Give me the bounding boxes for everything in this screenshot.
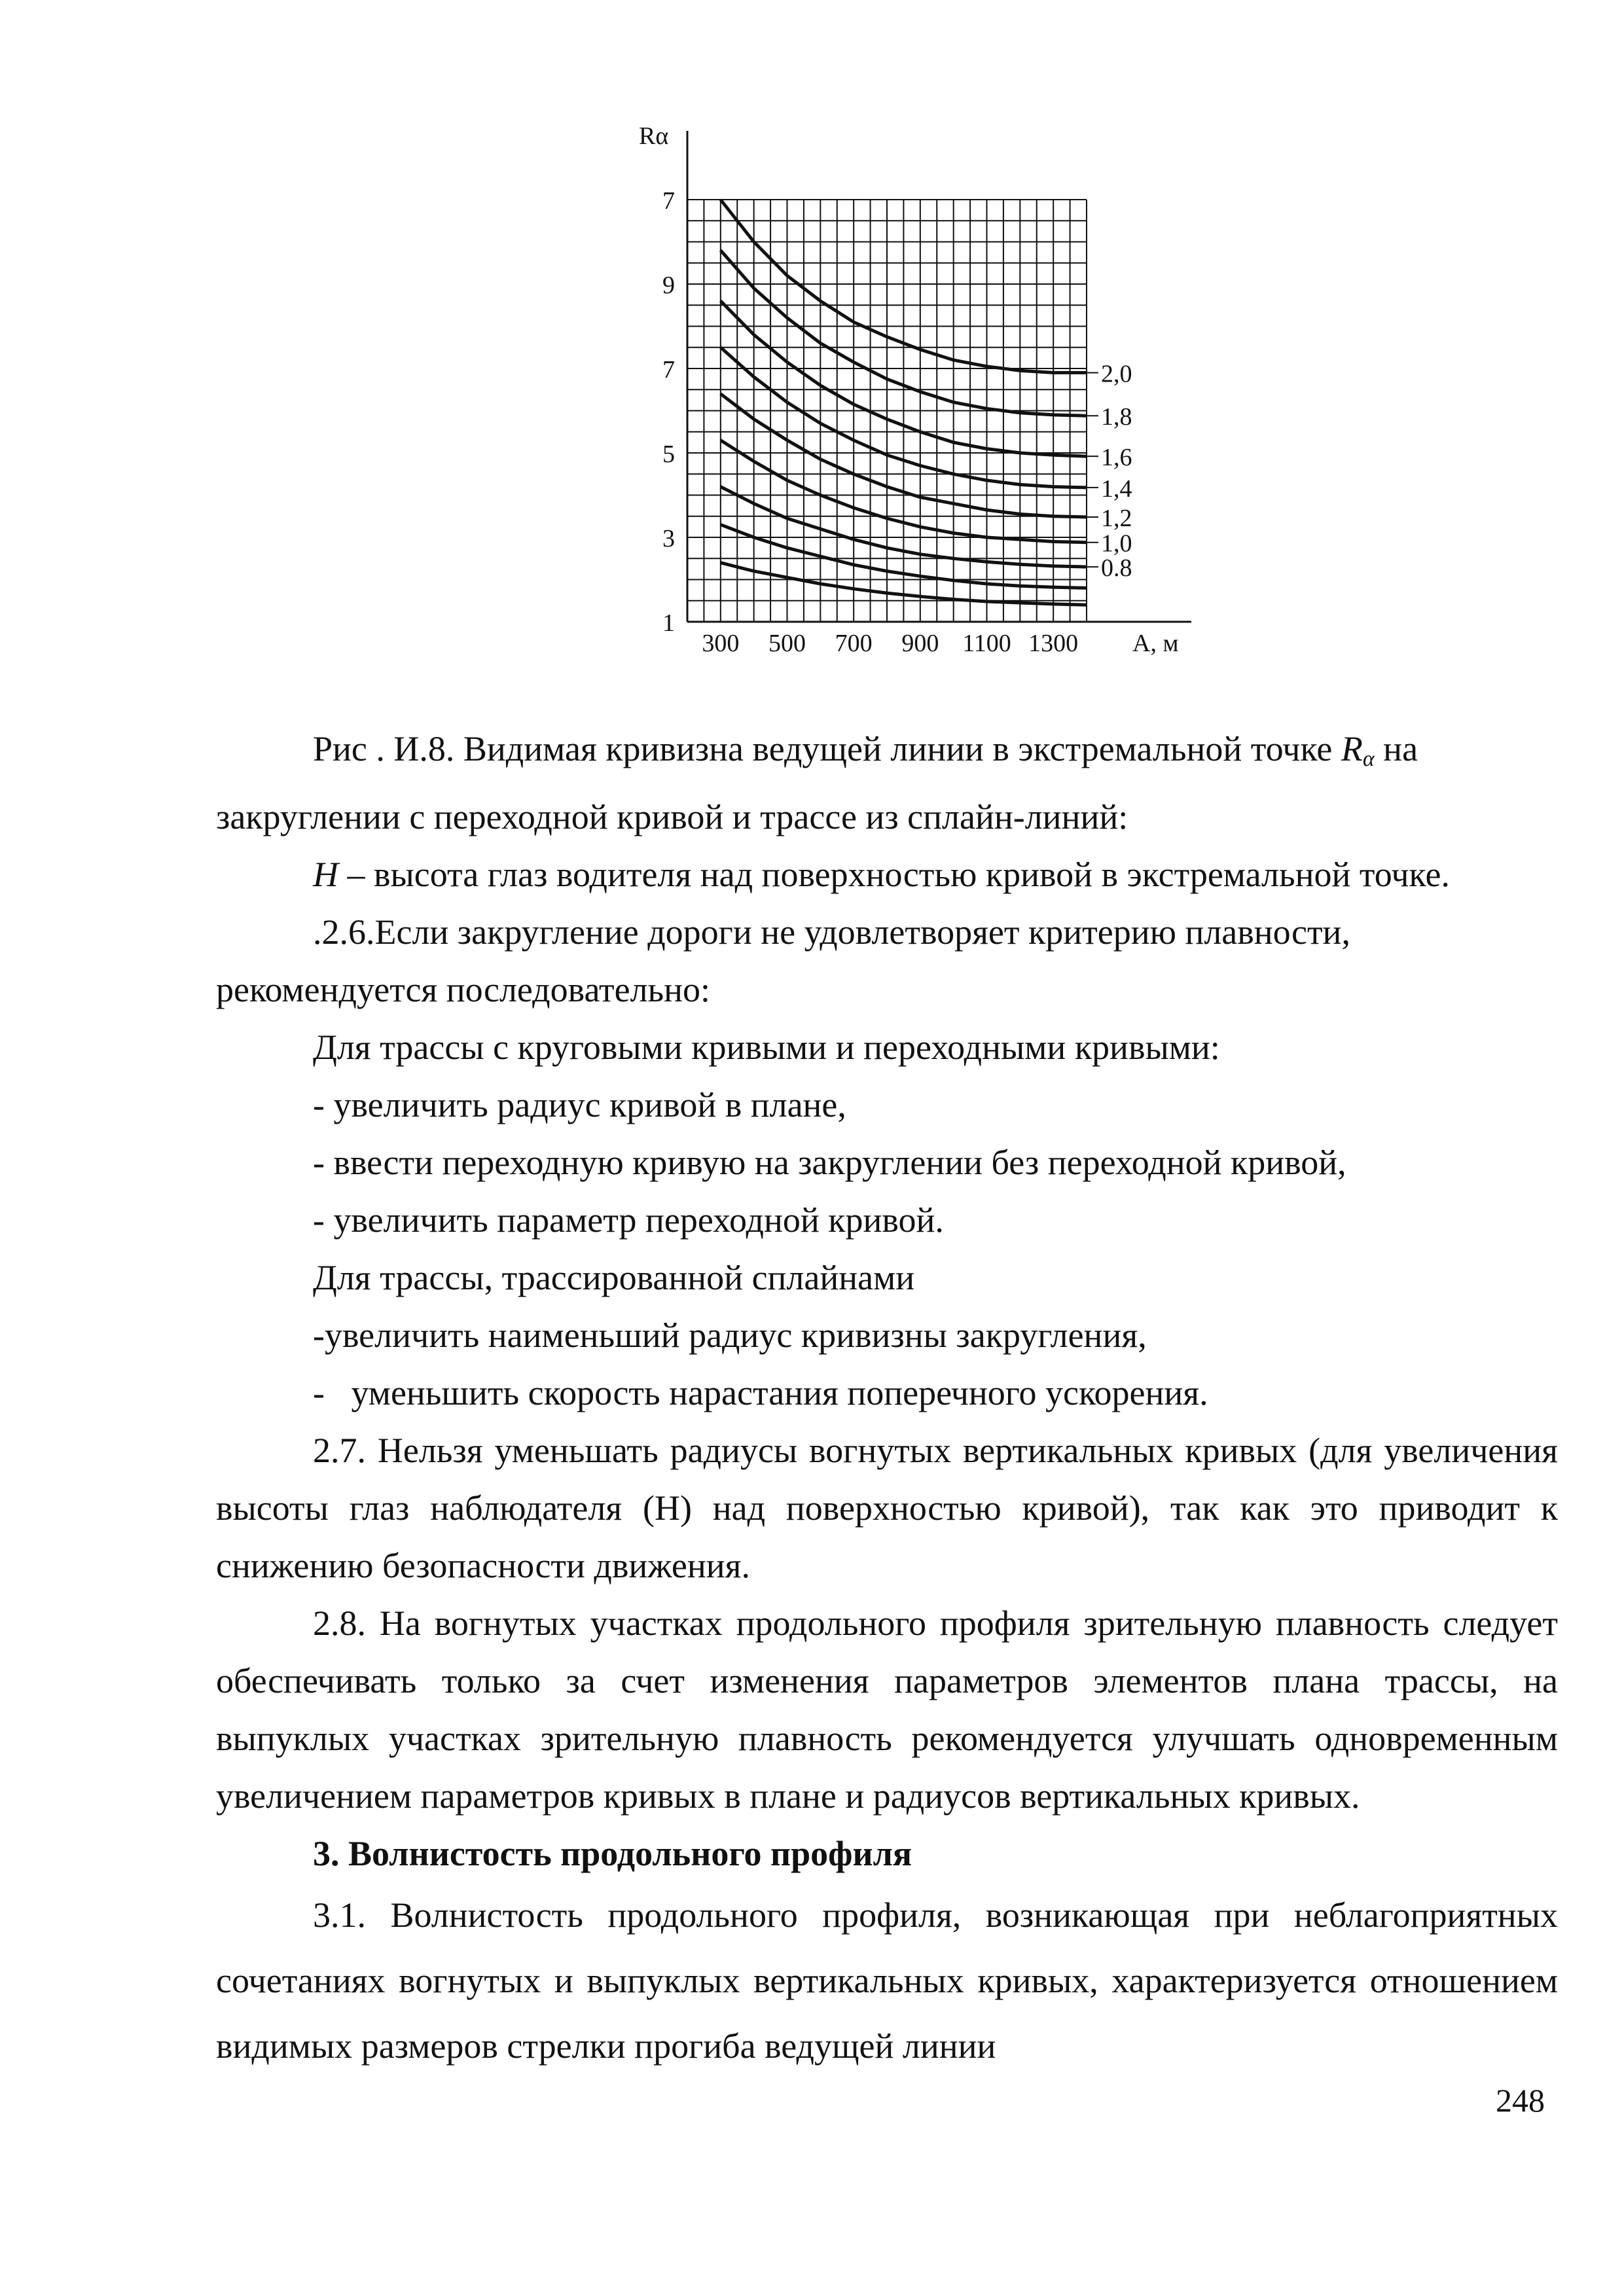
y-tick-label: 7 [662, 356, 675, 384]
paragraph-circle-route: Для трассы с круговыми кривыми и переходными кривыми: [313, 1028, 1220, 1067]
y-tick-label: 3 [662, 525, 675, 552]
y-tick-label: 5 [662, 440, 675, 468]
curve-label: 2,0 [1101, 360, 1132, 388]
curve-label: 1,0 [1101, 529, 1132, 558]
curve-labels [1087, 360, 1132, 582]
h-note-text: – высота глаз водителя над поверхностью кривой в экстремальной точке. [338, 855, 1450, 894]
bullet-1: - увеличить радиус кривой в плане, [313, 1085, 846, 1124]
x-tick-labels [702, 630, 1078, 657]
x-tick-label: 1300 [1028, 630, 1079, 657]
h-symbol: H [313, 855, 338, 894]
page-body [216, 720, 1558, 2079]
y-tick-label: 1 [662, 609, 675, 637]
caption-text-end: на [1374, 729, 1418, 768]
caption-text: Рис . И.8. Видимая кривизна ведущей линии в экстремальной точке [313, 729, 1341, 768]
paragraph-spline-route: Для трассы, трассированной сплайнами [313, 1258, 915, 1297]
y-tick-label: 7 [662, 187, 675, 215]
curve-label: 1,6 [1101, 444, 1132, 472]
y-axis-label: Rα [639, 124, 669, 150]
bullet-3: - увеличить параметр переходной кривой. [313, 1200, 944, 1240]
curve-label: 1,8 [1101, 403, 1132, 431]
y-tick-labels [662, 187, 675, 637]
x-tick-label: 300 [702, 630, 740, 657]
caption-symbol: R [1341, 729, 1363, 768]
paragraph-2-6: .2.6.Если закругление дороги не удовлетворяет критерию плавности, рекомендуется последовательно: [216, 912, 1350, 1009]
curve-label: 0.8 [1101, 554, 1132, 583]
paragraph-2-8: 2.8. На вогнутых участках продольного профиля зрительную плавность следует обеспечивать только за счет изменения параметров элементов плана трассы, на выпуклых участках зрительную плавность рекомендуется улучшать одновременным увеличением параметров кривых в плане и радиусов вертикальных кривых. [216, 1604, 1558, 1816]
curve-label: 1,2 [1101, 505, 1132, 533]
chart [628, 124, 1218, 687]
bullet-4: -увеличить наименьший радиус кривизны закругления, [313, 1316, 1147, 1355]
page-number: 248 [1496, 2082, 1545, 2119]
caption-line-2: закруглении с переходной кривой и трассе из сплайн-линий: [216, 797, 1128, 836]
bullet-2: - ввести переходную кривую на закруглении без переходной кривой, [313, 1143, 1346, 1182]
paragraph-2-7: 2.7. Нельзя уменьшать радиусы вогнутых вертикальных кривых (для увеличения высоты глаз наблюдателя (Н) над поверхностью кривой), так как это приводит к снижению безопасности движения. [216, 1431, 1558, 1585]
x-axis-label: A, м [1132, 630, 1179, 657]
bullet-5: - уменьшить скорость нарастания поперечного ускорения. [313, 1373, 1208, 1412]
section-heading-3: 3. Волнистость продольного профиля [313, 1834, 912, 1873]
x-tick-label: 500 [768, 630, 806, 657]
chart-grid [687, 200, 1087, 622]
paragraph-3-1: 3.1. Волнистость продольного профиля, возникающая при неблагоприятных сочетаниях вогнутых и выпуклых вертикальных кривых, характеризуется отношением видимых размеров стрелки прогиба ведущей линии [216, 1895, 1558, 2066]
y-tick-label: 9 [662, 272, 675, 299]
figure-caption [216, 720, 1558, 788]
caption-symbol-sub: α [1362, 747, 1375, 771]
x-tick-label: 700 [835, 630, 873, 657]
curve-label: 1,4 [1101, 475, 1132, 503]
x-tick-label: 900 [901, 630, 939, 657]
h-note [216, 846, 1558, 903]
x-tick-label: 1100 [962, 630, 1011, 657]
